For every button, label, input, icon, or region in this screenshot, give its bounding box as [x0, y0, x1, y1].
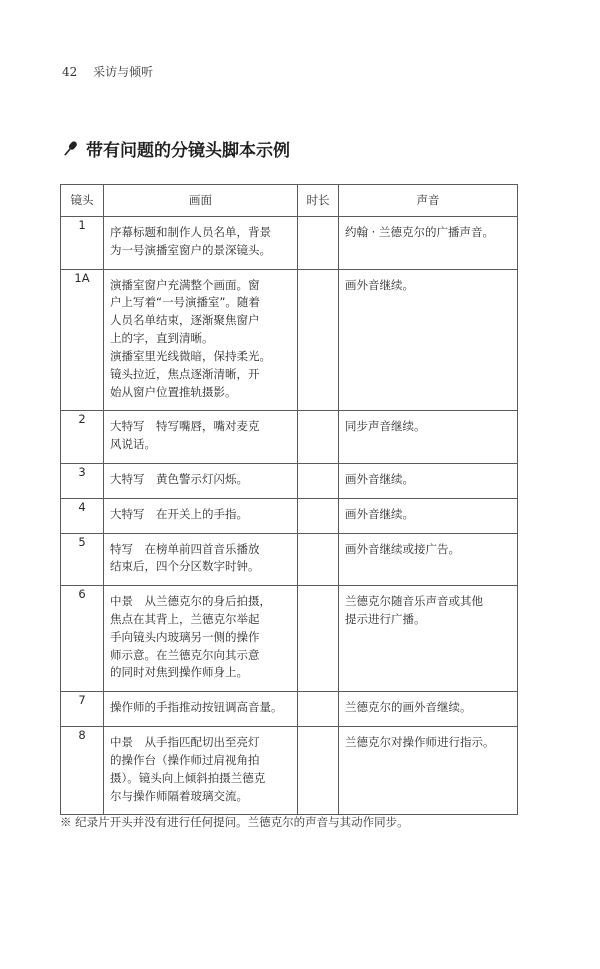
sound-description [339, 498, 518, 533]
sound-line: 兰德克尔随音乐声音或其他 [345, 594, 483, 609]
sound-description [339, 269, 518, 411]
picture-line: 手向镜头内玻璃另一侧的操作 [110, 629, 260, 644]
picture-description [104, 411, 298, 464]
picture-description [104, 586, 298, 692]
table-row [61, 411, 518, 464]
picture-line: 特写 在榜单前四首音乐播放 [110, 541, 260, 556]
picture-description [104, 498, 298, 533]
picture-line: 焦点在其背上，兰德克尔举起 [110, 612, 260, 626]
duration-cell [298, 727, 339, 815]
picture-line: 尔与操作师隔着玻璃交流。 [110, 788, 248, 803]
sound-line: 同步声音继续。 [345, 419, 426, 434]
picture-line: 演播室里光线微暗，保持柔光。 [110, 348, 271, 363]
sound-line: 画外音继续。 [345, 506, 414, 521]
shot-number: 6 [61, 586, 104, 692]
picture-line: 镜头拉近，焦点逐渐清晰，开 [110, 366, 260, 381]
sound-line: 约翰 · 兰德克尔的广播声音。 [345, 225, 494, 239]
picture-line: 大特写 黄色警示灯闪烁。 [110, 471, 248, 486]
sound-description [339, 692, 518, 727]
table-row [61, 463, 518, 498]
sound-line: 画外音继续。 [345, 277, 414, 292]
picture-line: 摄）。镜头向上倾斜拍摄兰德克 [110, 770, 266, 785]
picture-description [104, 463, 298, 498]
picture-description [104, 217, 298, 270]
picture-line: 的操作台（操作师过肩视角拍 [110, 752, 260, 767]
shot-number: 2 [61, 411, 104, 464]
sound-line: 画外音继续或接广告。 [345, 541, 460, 556]
running-header [62, 63, 153, 80]
picture-line: 的同时对焦到操作师身上。 [110, 665, 248, 680]
column-header-sound: 声音 [339, 185, 518, 217]
picture-line: 风说话。 [110, 437, 156, 452]
picture-line: 大特写 特写嘴唇，嘴对麦克 [110, 419, 260, 434]
picture-description [104, 692, 298, 727]
page-number: 42 [62, 65, 78, 79]
duration-cell [298, 217, 339, 270]
sound-description [339, 727, 518, 815]
duration-cell [298, 586, 339, 692]
picture-line: 序幕标题和制作人员名单，背景 [110, 225, 271, 239]
duration-cell [298, 411, 339, 464]
book-title: 采访与倾听 [93, 65, 154, 79]
table-row [61, 269, 518, 411]
duration-cell [298, 463, 339, 498]
column-header-shot: 镜头 [61, 185, 104, 217]
table-row [61, 217, 518, 270]
picture-line: 中景 从兰德克尔的身后拍摄， [110, 594, 271, 609]
footnote: ※ 纪录片开头并没有进行任何提问。兰德克尔的声音与其动作同步。 [60, 815, 409, 829]
picture-line: 中景 从手指匹配切出至亮灯 [110, 735, 260, 750]
microphone-icon [60, 139, 80, 159]
storyboard-table [60, 184, 518, 815]
picture-line: 为一号演播室窗户的景深镜头。 [110, 242, 271, 257]
duration-cell [298, 692, 339, 727]
section-heading [60, 136, 290, 161]
sound-description [339, 463, 518, 498]
sound-description [339, 586, 518, 692]
shot-number: 8 [61, 727, 104, 815]
picture-line: 始从窗户位置推轨摄影。 [110, 384, 237, 399]
column-header-duration: 时长 [298, 185, 339, 217]
column-header-picture: 画面 [104, 185, 298, 217]
duration-cell [298, 498, 339, 533]
sound-line: 画外音继续。 [345, 471, 414, 486]
shot-number: 3 [61, 463, 104, 498]
shot-number: 1A [61, 269, 104, 411]
picture-line: 演播室窗户充满整个画面。窗 [110, 277, 260, 292]
picture-description [104, 727, 298, 815]
sound-description [339, 217, 518, 270]
table-header-row [61, 185, 518, 217]
section-title: 带有问题的分镜头脚本示例 [86, 141, 290, 161]
sound-line: 提示进行广播。 [345, 612, 426, 626]
table-row [61, 727, 518, 815]
table-row [61, 498, 518, 533]
picture-description [104, 533, 298, 586]
sound-description [339, 533, 518, 586]
picture-line: 师示意。在兰德克尔向其示意 [110, 647, 260, 662]
shot-number: 5 [61, 533, 104, 586]
picture-line: 上的字，直到清晰。 [110, 331, 214, 346]
picture-line: 操作师的手指推动按钮调高音量。 [110, 700, 283, 715]
duration-cell [298, 533, 339, 586]
shot-number: 4 [61, 498, 104, 533]
shot-number: 7 [61, 692, 104, 727]
picture-line: 大特写 在开关上的手指。 [110, 506, 248, 521]
picture-line: 户上写着“一号演播室”。随着 [110, 295, 260, 310]
table-row [61, 586, 518, 692]
table-row [61, 692, 518, 727]
picture-description [104, 269, 298, 411]
sound-line: 兰德克尔对操作师进行指示。 [345, 735, 495, 750]
picture-line: 结束后，四个分区数字时钟。 [110, 559, 260, 574]
shot-number: 1 [61, 217, 104, 270]
table-row [61, 533, 518, 586]
duration-cell [298, 269, 339, 411]
sound-line: 兰德克尔的画外音继续。 [345, 700, 472, 715]
sound-description [339, 411, 518, 464]
picture-line: 人员名单结束，逐渐聚焦窗户 [110, 313, 260, 328]
